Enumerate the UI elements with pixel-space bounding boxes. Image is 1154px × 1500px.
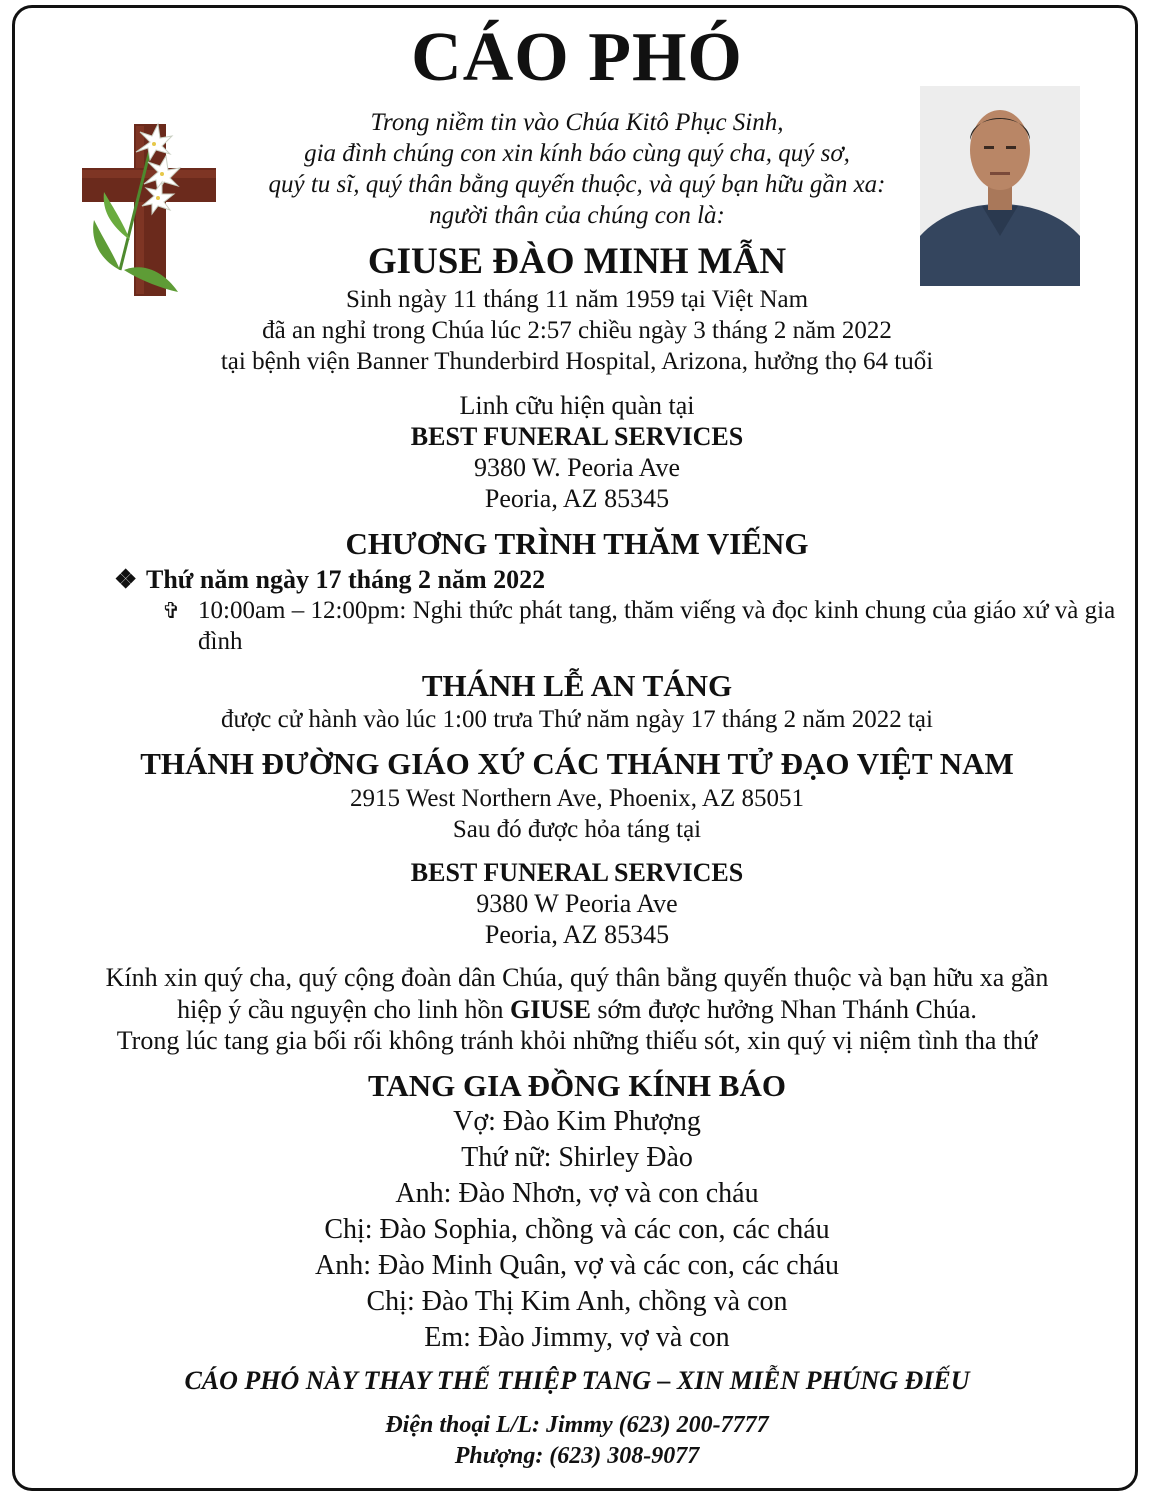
death-place: tại bệnh viện Banner Thunderbird Hospital, Arizona, hưởng thọ 64 tuổi xyxy=(220,348,934,375)
viewing-intro: Linh cữu hiện quàn tại xyxy=(459,391,695,420)
family-member: Vợ: Đào Kim Phượng xyxy=(453,1106,701,1137)
intro-line: gia đình chúng con xin kính báo cùng quý cha, quý sơ, xyxy=(304,140,850,167)
diamond-bullet-icon: ❖ xyxy=(114,565,138,594)
family-heading: TANG GIA ĐỒNG KÍNH BÁO xyxy=(368,1068,786,1103)
request-line xyxy=(0,994,1154,1025)
request-text: sớm được hưởng Nhan Thánh Chúa. xyxy=(590,995,977,1024)
contact-phone: Phượng: (623) 308-9077 xyxy=(454,1443,700,1469)
mass-heading: THÁNH LỄ AN TÁNG xyxy=(421,668,733,703)
family-member: Chị: Đào Sophia, chồng và các con, các cháu xyxy=(324,1214,830,1245)
closing-note: CÁO PHÓ NÀY THAY THẾ THIỆP TANG – XIN MIỄN PHÚNG ĐIẾU xyxy=(184,1366,970,1395)
visitation-heading: CHƯƠNG TRÌNH THĂM VIẾNG xyxy=(345,526,809,561)
intro-line: quý tu sĩ, quý thân bằng quyến thuộc, và quý bạn hữu gần xa: xyxy=(268,171,886,198)
family-member: Em: Đào Jimmy, vợ và con xyxy=(424,1322,730,1353)
family-member: Anh: Đào Minh Quân, vợ và các con, các cháu xyxy=(314,1250,840,1281)
visitation-item-text: 10:00am – 12:00pm: Nghi thức phát tang, thăm viếng và đọc kinh chung của giáo xứ và gia đình xyxy=(198,597,1116,655)
cross-bullet-icon: ✞ xyxy=(162,598,181,623)
cremation-location-name: BEST FUNERAL SERVICES xyxy=(410,858,744,887)
death-info: đã an nghỉ trong Chúa lúc 2:57 chiều ngày 3 tháng 2 năm 2022 xyxy=(262,317,892,344)
family-member: Chị: Đào Thị Kim Anh, chồng và con xyxy=(366,1286,788,1317)
request-name: GIUSE xyxy=(509,995,591,1024)
deceased-name: GIUSE ĐÀO MINH MẪN xyxy=(367,241,787,282)
family-member: Thứ nữ: Shirley Đào xyxy=(461,1142,693,1173)
cremation-address-line: 9380 W Peoria Ave xyxy=(476,889,678,918)
visitation-date-text: Thứ năm ngày 17 tháng 2 năm 2022 xyxy=(146,565,546,594)
family-member: Anh: Đào Nhơn, vợ và con cháu xyxy=(395,1178,759,1209)
intro-line: Trong niềm tin vào Chúa Kitô Phục Sinh, xyxy=(370,109,784,136)
viewing-location-name: BEST FUNERAL SERVICES xyxy=(410,422,744,451)
mass-text: được cử hành vào lúc 1:00 trưa Thứ năm ngày 17 tháng 2 năm 2022 tại xyxy=(221,706,933,733)
viewing-address-line: 9380 W. Peoria Ave xyxy=(473,453,681,482)
contact-phone: Điện thoại L/L: Jimmy (623) 200-7777 xyxy=(385,1412,769,1438)
cremation-intro: Sau đó được hỏa táng tại xyxy=(452,816,702,843)
page-title: CÁO PHÓ xyxy=(411,19,743,96)
church-address: 2915 West Northern Ave, Phoenix, AZ 85051 xyxy=(350,785,804,812)
church-name: THÁNH ĐƯỜNG GIÁO XỨ CÁC THÁNH TỬ ĐẠO VIỆT NAM xyxy=(140,746,1014,781)
visitation-date xyxy=(114,564,545,595)
birth-info: Sinh ngày 11 tháng 11 năm 1959 tại Việt Nam xyxy=(345,286,809,313)
viewing-address-line: Peoria, AZ 85345 xyxy=(484,484,670,513)
request-text: hiệp ý cầu nguyện cho linh hồn xyxy=(177,995,510,1024)
request-line: Kính xin quý cha, quý cộng đoàn dân Chúa, quý thân bằng quyến thuộc và bạn hữu xa gần xyxy=(105,963,1049,992)
visitation-item xyxy=(162,595,1137,657)
cremation-address-line: Peoria, AZ 85345 xyxy=(484,920,670,949)
intro-line: người thân của chúng con là: xyxy=(429,202,725,229)
request-line: Trong lúc tang gia bối rối không tránh khỏi những thiếu sót, xin quý vị niệm tình tha thứ xyxy=(116,1026,1038,1055)
